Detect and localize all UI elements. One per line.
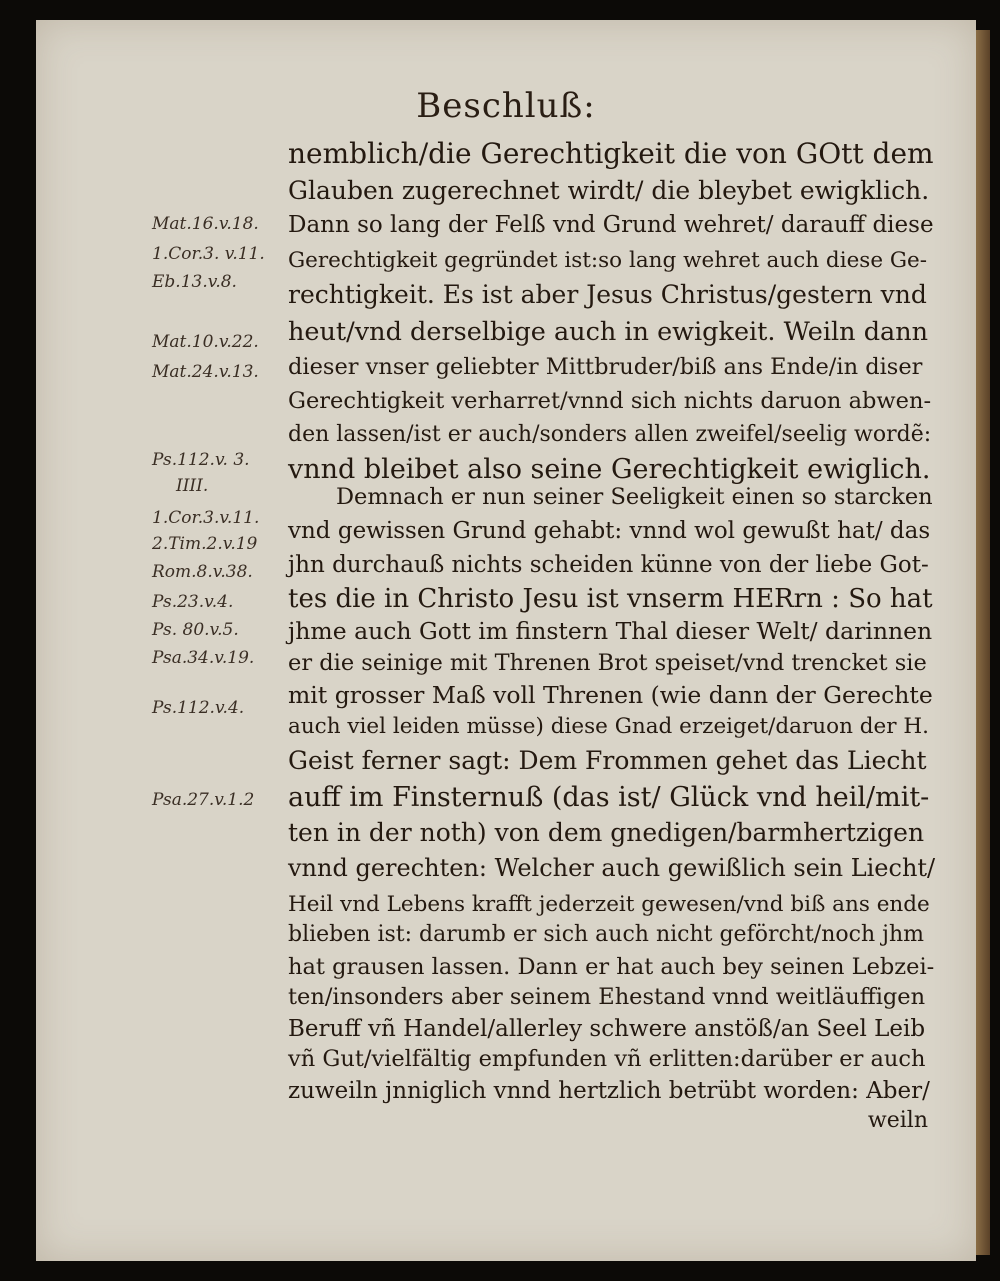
text-line: hat grausen lassen. Dann er hat auch bey seinen Lebzei-: [288, 954, 935, 980]
text-line: Demnach er nun seiner Seeligkeit einen so starcken: [336, 484, 933, 510]
text-line: tes die in Christo Jesu ist vnserm HERrn : So hat: [288, 584, 933, 614]
margin-reference: Psa.27.v.1.2: [152, 790, 255, 810]
text-line: rechtigkeit. Es ist aber Jesus Christus/gestern vnd: [288, 280, 927, 309]
text-line: er die seinige mit Threnen Brot speiset/vnd trencket sie: [288, 650, 927, 676]
margin-reference: Mat.10.v.22.: [152, 332, 259, 352]
text-line: Gerechtigkeit gegründet ist:so lang wehret auch diese Ge-: [288, 248, 928, 273]
text-line: Geist ferner sagt: Dem Frommen gehet das Liecht: [288, 746, 927, 775]
margin-reference: Psa.34.v.19.: [152, 648, 255, 668]
text-line: nemblich/die Gerechtigkeit die von GOtt dem: [288, 137, 934, 170]
text-line: vñ Gut/vielfältig empfunden vñ erlitten:darüber er auch: [288, 1046, 926, 1072]
text-line: den lassen/ist er auch/sonders allen zweifel/seelig wordẽ:: [288, 422, 932, 447]
margin-reference: Eb.13.v.8.: [152, 272, 237, 292]
text-line: auff im Finsternuß (das ist/ Glück vnd heil/mit-: [288, 782, 930, 813]
text-line: dieser vnser geliebter Mittbruder/biß ans Ende/in diser: [288, 354, 923, 380]
text-line: ten in der noth) von dem gnedigen/barmhertzigen: [288, 818, 925, 847]
margin-reference: Ps.112.v.4.: [152, 698, 245, 718]
text-line: ten/insonders aber seinem Ehestand vnnd weitläuffigen: [288, 984, 926, 1010]
text-line: Beruff vñ Handel/allerley schwere anstöß/an Seel Leib: [288, 1016, 926, 1042]
margin-reference: 1.Cor.3.v.11.: [152, 508, 260, 528]
running-head: Beschluß:: [416, 86, 596, 126]
margin-reference: Mat.24.v.13.: [152, 362, 259, 382]
margin-reference: Ps. 80.v.5.: [152, 620, 239, 640]
margin-reference: Mat.16.v.18.: [152, 214, 259, 234]
margin-reference: Rom.8.v.38.: [152, 562, 253, 582]
text-line: auch viel leiden müsse) diese Gnad erzeiget/daruon der H.: [288, 714, 929, 739]
text-line: zuweiln jnniglich vnnd hertzlich betrübt worden: Aber/: [288, 1078, 930, 1104]
margin-reference: IIII.: [176, 476, 209, 496]
text-line: vnnd gerechten: Welcher auch gewißlich sein Liecht/: [288, 854, 936, 882]
margin-reference: 1.Cor.3. v.11.: [152, 244, 265, 264]
text-line: vnd gewissen Grund gehabt: vnnd wol gewußt hat/ das: [288, 518, 931, 544]
margin-reference: Ps.112.v. 3.: [152, 450, 250, 470]
text-line: heut/vnd derselbige auch in ewigkeit. Weiln dann: [288, 317, 929, 347]
text-line: vnnd bleibet also seine Gerechtigkeit ewiglich.: [288, 454, 931, 485]
margin-reference: 2.Tim.2.v.19: [152, 534, 258, 554]
book-page: [36, 20, 976, 1261]
text-line: Dann so lang der Felß vnd Grund wehret/ darauff diese: [288, 212, 934, 238]
text-line: Heil vnd Lebens krafft jederzeit gewesen/vnd biß ans ende: [288, 892, 930, 917]
text-line: Glauben zugerechnet wirdt/ die bleybet ewigklich.: [288, 176, 930, 205]
text-line: Gerechtigkeit verharret/vnnd sich nichts daruon abwen-: [288, 388, 932, 414]
text-line: jhn durchauß nichts scheiden künne von der liebe Got-: [288, 552, 929, 578]
text-line: mit grosser Maß voll Threnen (wie dann der Gerechte: [288, 681, 933, 709]
text-line: jhme auch Gott im finstern Thal dieser Welt/ darinnen: [288, 617, 933, 645]
text-line: blieben ist: darumb er sich auch nicht geförcht/noch jhm: [288, 922, 924, 947]
catchword: weiln: [867, 1108, 928, 1133]
margin-reference: Ps.23.v.4.: [152, 592, 234, 612]
page-edge: [976, 30, 990, 1255]
